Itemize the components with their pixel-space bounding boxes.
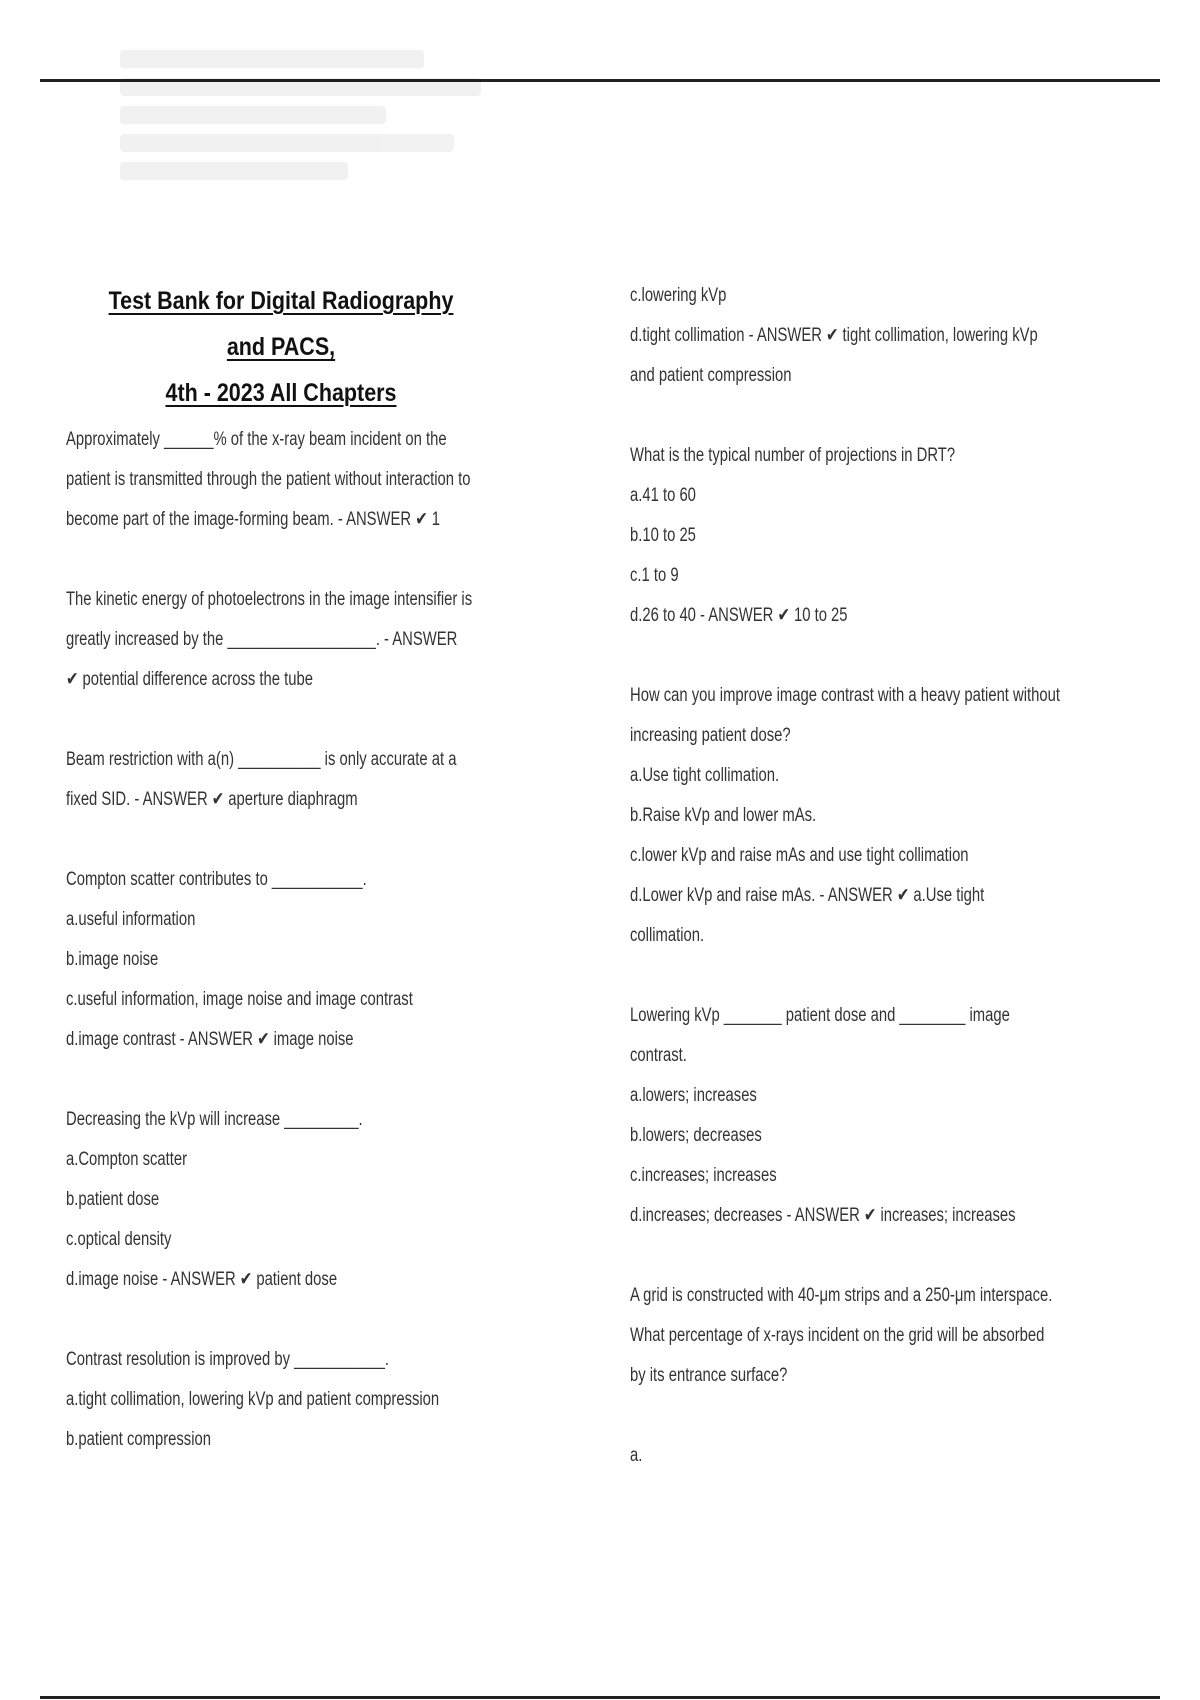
text-line: fixed SID. - ANSWER ✔ aperture diaphragm: [66, 789, 358, 810]
title-line-2: 4th - 2023 All Chapters: [165, 379, 397, 407]
question-block: [66, 580, 536, 700]
text-line: a.41 to 60: [630, 485, 696, 506]
text-line: c.1 to 9: [630, 565, 679, 586]
question-block: [630, 436, 1100, 636]
text-line: d.image noise - ANSWER ✔ patient dose: [66, 1269, 338, 1290]
question-block: [630, 996, 1100, 1236]
text-line: d.increases; decreases - ANSWER ✔ increases; increases: [630, 1205, 1016, 1226]
text-line: a.tight collimation, lowering kVp and patient compression: [66, 1389, 440, 1410]
text-line: d.Lower kVp and raise mAs. - ANSWER ✔ a.Use tight: [630, 885, 985, 906]
title-line-1: Test Bank for Digital Radiography and PACS,: [108, 287, 454, 361]
text-line: How can you improve image contrast with a heavy patient without: [630, 685, 1060, 706]
text-line: increasing patient dose?: [630, 725, 791, 746]
text-line: patient is transmitted through the patient without interaction to: [66, 469, 471, 490]
text-line: a.Use tight collimation.: [630, 765, 780, 786]
question-block: [66, 1100, 536, 1300]
text-line: collimation.: [630, 925, 705, 946]
question-block: [630, 276, 1100, 396]
top-rule: [40, 79, 1160, 82]
text-line: Compton scatter contributes to ___________.: [66, 869, 367, 890]
text-line: The kinetic energy of photoelectrons in the image intensifier is: [66, 589, 473, 610]
text-line: c.optical density: [66, 1229, 172, 1250]
text-line: c.lower kVp and raise mAs and use tight collimation: [630, 845, 969, 866]
text-line: c.useful information, image noise and image contrast: [66, 989, 413, 1010]
left-column: [66, 420, 536, 1500]
text-line: b.patient compression: [66, 1429, 211, 1450]
text-line: d.26 to 40 - ANSWER ✔ 10 to 25: [630, 605, 848, 626]
text-line: a.lowers; increases: [630, 1085, 757, 1106]
text-line: Decreasing the kVp will increase _________.: [66, 1109, 363, 1130]
text-line: What percentage of x-rays incident on the grid will be absorbed: [630, 1325, 1045, 1346]
text-line: ✔ potential difference across the tube: [66, 669, 313, 690]
question-block: [66, 860, 536, 1060]
text-line: Beam restriction with a(n) __________ is only accurate at a: [66, 749, 457, 770]
question-block: [66, 1340, 536, 1460]
text-line: b.lowers; decreases: [630, 1125, 762, 1146]
text-line: become part of the image-forming beam. - ANSWER ✔ 1: [66, 509, 441, 530]
text-line: b.patient dose: [66, 1189, 160, 1210]
question-block: [630, 1436, 1100, 1476]
text-line: contrast.: [630, 1045, 687, 1066]
text-line: b.Raise kVp and lower mAs.: [630, 805, 817, 826]
text-line: Approximately ______% of the x-ray beam incident on the: [66, 429, 447, 450]
text-line: a.: [630, 1445, 643, 1466]
question-block: [66, 420, 536, 540]
text-line: Lowering kVp _______ patient dose and ________ image: [630, 1005, 1010, 1026]
text-line: a.useful information: [66, 909, 196, 930]
text-line: d.tight collimation - ANSWER ✔ tight collimation, lowering kVp: [630, 325, 1038, 346]
right-column: [630, 276, 1100, 1516]
text-line: What is the typical number of projections in DRT?: [630, 445, 956, 466]
text-line: c.increases; increases: [630, 1165, 777, 1186]
question-block: [66, 740, 536, 820]
text-line: d.image contrast - ANSWER ✔ image noise: [66, 1029, 354, 1050]
text-line: and patient compression: [630, 365, 792, 386]
text-line: by its entrance surface?: [630, 1365, 788, 1386]
text-line: b.10 to 25: [630, 525, 696, 546]
text-line: c.lowering kVp: [630, 285, 727, 306]
document-title: [93, 278, 470, 416]
text-line: a.Compton scatter: [66, 1149, 188, 1170]
text-line: greatly increased by the __________________. - ANSWER: [66, 629, 458, 650]
text-line: b.image noise: [66, 949, 159, 970]
text-line: Contrast resolution is improved by ___________.: [66, 1349, 389, 1370]
bottom-rule: [40, 1696, 1160, 1699]
question-block: [630, 676, 1100, 956]
question-block: [630, 1276, 1100, 1396]
text-line: A grid is constructed with 40-μm strips and a 250-μm interspace.: [630, 1285, 1053, 1306]
faded-watermark: [120, 40, 500, 240]
